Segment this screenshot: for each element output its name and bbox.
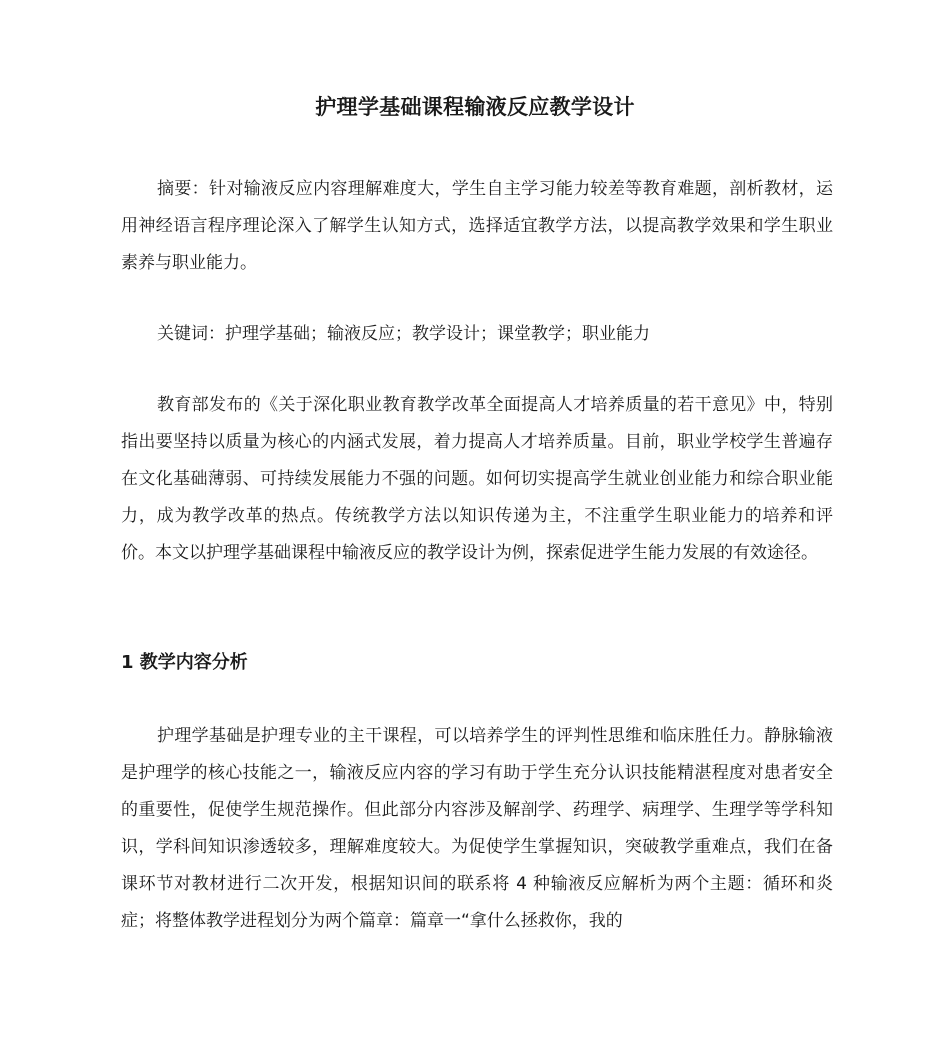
section-heading: 1 教学内容分析: [121, 652, 248, 673]
document-title: 护理学基础课程输液反应教学设计: [315, 95, 635, 119]
intro-paragraph: 教育部发布的《关于深化职业教育教学改革全面提高人才培养质量的若干意见》中，特别指出要坚持以质量为核心的内涵式发展，着力提高人才培养质量。目前，职业学校学生普遍存在文化基础薄弱、可持续发展能力不强的问题。如何切实提高学生就业创业能力和综合职业能力，成为教学改革的热点。传统教学方法以知识传递为主，不注重学生职业能力的培养和评价。本文以护理学基础课程中输液反应的教学设计为例，探索促进学生能力发展的有效途径。: [121, 395, 833, 563]
abstract-paragraph: 摘要：针对输液反应内容理解难度大，学生自主学习能力较差等教育难题，剖析教材，运用神经语言程序理论深入了解学生认知方式，选择适宜教学方法，以提高教学效果和学生职业素养与职业能力。: [121, 179, 833, 273]
keywords-paragraph: 关键词：护理学基础；输液反应；教学设计；课堂教学；职业能力: [157, 324, 650, 344]
section-body-paragraph: 护理学基础是护理专业的主干课程，可以培养学生的评判性思维和临床胜任力。静脉输液是护理学的核心技能之一，输液反应内容的学习有助于学生充分认识技能精湛程度对患者安全的重要性，促使学生规范操作。但此部分内容涉及解剖学、药理学、病理学、生理学等学科知识，学科间知识渗透较多，理解难度较大。为促使学生掌握知识，突破教学重难点，我们在备课环节对教材进行二次开发，根据知识间的联系将 4 种输液反应解析为两个主题：循环和炎症；将整体教学进程划分为两个篇章：篇章一“拿什么拯救你，我的: [121, 726, 833, 931]
